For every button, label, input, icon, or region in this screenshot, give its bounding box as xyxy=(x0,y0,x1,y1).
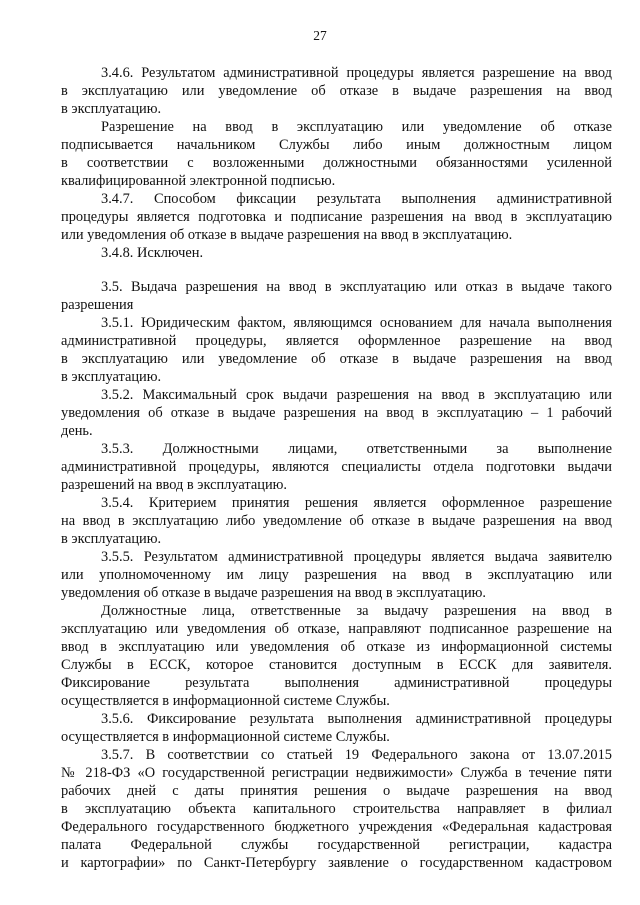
text-line: эксплуатацию или уведомления об отказе, направляют подписанное разрешение на xyxy=(61,621,612,637)
text-line: в эксплуатацию. xyxy=(61,369,162,385)
text-line: в эксплуатацию объекта капитального строительства направляет в филиал xyxy=(61,801,612,817)
text-line: процедуры является подготовка и подписание разрешения на ввод в эксплуатацию xyxy=(61,209,612,225)
text-line: № 218-ФЗ «О государственной регистрации недвижимости» Служба в течение пяти xyxy=(61,765,612,781)
text-line: Должностные лица, ответственные за выдачу разрешения на ввод в xyxy=(101,603,612,619)
text-line: административной процедуры, являются специалисты отдела подготовки выдачи xyxy=(61,459,612,475)
text-line: день. xyxy=(61,423,93,439)
text-line: в эксплуатацию или уведомление об отказе в выдаче разрешения на ввод xyxy=(61,351,612,367)
text-line: подписывается начальником Службы либо иным должностным лицом xyxy=(61,137,612,153)
text-line: 3.5.5. Результатом административной процедуры является выдача заявителю xyxy=(101,549,612,565)
text-line: 3.4.7. Способом фиксации результата выполнения административной xyxy=(101,191,612,207)
text-line: ввод в эксплуатацию или уведомления об отказе из информационной системы xyxy=(61,639,612,655)
text-line: разрешений на ввод в эксплуатацию. xyxy=(61,477,287,493)
text-line: в эксплуатацию или уведомление об отказе в выдаче разрешения на ввод xyxy=(61,83,612,99)
text-line: осуществляется в информационной системе Службы. xyxy=(61,693,390,709)
text-line: или уполномоченному им лицу разрешения на ввод в эксплуатацию или xyxy=(61,567,612,583)
text-line: 3.5.3. Должностными лицами, ответственными за выполнение xyxy=(101,441,612,457)
text-line: в эксплуатацию. xyxy=(61,531,162,547)
text-line: уведомления об отказе в выдаче разрешения на ввод в эксплуатацию. xyxy=(61,585,486,601)
text-line: и картографии» по Санкт-Петербургу заявление о государственном кадастровом xyxy=(61,855,612,871)
text-line: Разрешение на ввод в эксплуатацию или уведомление об отказе xyxy=(101,119,612,135)
section-heading: разрешения xyxy=(61,297,134,313)
text-line: Службы в ЕССК, которое становится доступным в ЕССК для заявителя. xyxy=(61,657,612,673)
text-line: квалифицированной электронной подписью. xyxy=(61,173,336,189)
text-line: 3.5.7. В соответствии со статьей 19 Федерального закона от 13.07.2015 xyxy=(101,747,612,763)
text-line: или уведомления об отказе в выдаче разрешения на ввод в эксплуатацию. xyxy=(61,227,513,243)
text-line: 3.5.1. Юридическим фактом, являющимся основанием для начала выполнения xyxy=(101,315,612,331)
text-line: рабочих дней с даты принятия решения о выдаче разрешения на ввод xyxy=(61,783,612,799)
text-line: Федерального государственного бюджетного учреждения «Федеральная кадастровая xyxy=(61,819,612,835)
text-line: в эксплуатацию. xyxy=(61,101,162,117)
text-line: 3.4.6. Результатом административной процедуры является разрешение на ввод xyxy=(101,65,612,81)
text-line: 3.5.6. Фиксирование результата выполнения административной процедуры xyxy=(101,711,612,727)
text-line: 3.5.4. Критерием принятия решения является оформленное разрешение xyxy=(101,495,612,511)
text-line: осуществляется в информационной системе Службы. xyxy=(61,729,390,745)
text-line: уведомления об отказе в выдаче разрешения на ввод в эксплуатацию – 1 рабочий xyxy=(61,405,612,421)
page-number: 27 xyxy=(313,28,327,43)
text-line: Фиксирование результата выполнения административной процедуры xyxy=(61,675,612,691)
text-line: в соответствии с возложенными должностными обязанностями усиленной xyxy=(61,155,612,171)
text-line: административной процедуры, является оформленное разрешение на ввод xyxy=(61,333,612,349)
text-line: палата Федеральной службы государственной регистрации, кадастра xyxy=(61,837,612,853)
text-line: на ввод в эксплуатацию либо уведомление об отказе в выдаче разрешения на ввод xyxy=(61,513,612,529)
text-line: 3.5.2. Максимальный срок выдачи разрешения на ввод в эксплуатацию или xyxy=(101,387,612,403)
section-heading: 3.5. Выдача разрешения на ввод в эксплуатацию или отказ в выдаче такого xyxy=(101,279,612,295)
text-line: 3.4.8. Исключен. xyxy=(101,245,204,261)
